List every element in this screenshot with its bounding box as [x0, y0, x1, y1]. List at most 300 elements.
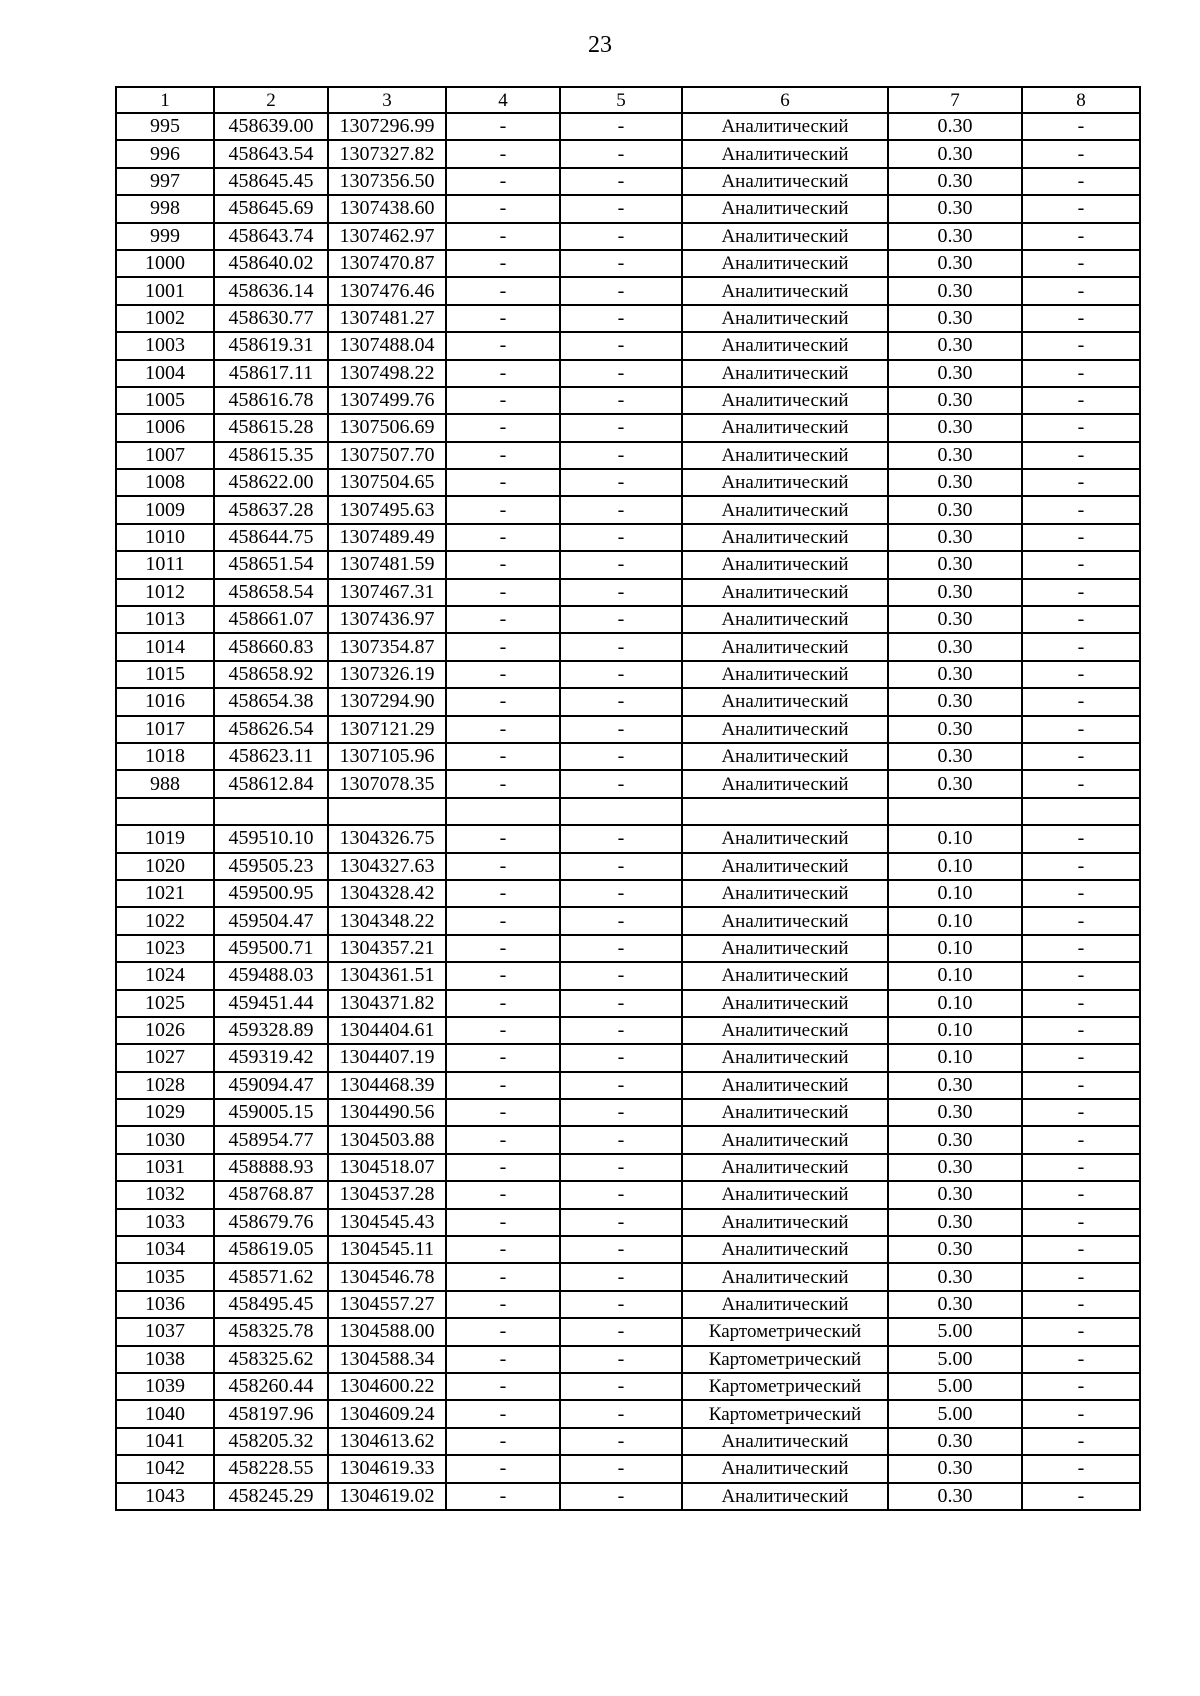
- cell-coord-y: 1304545.43: [328, 1209, 446, 1236]
- cell-coord-x: 458619.31: [214, 332, 328, 359]
- cell-point-number: 1034: [116, 1236, 214, 1263]
- cell-coord-y: 1307467.31: [328, 579, 446, 606]
- coordinates-table: [115, 86, 1141, 1511]
- cell-col-8: -: [1022, 414, 1140, 441]
- cell-col-8: -: [1022, 1044, 1140, 1071]
- cell-point-number: 1028: [116, 1072, 214, 1099]
- cell-col-5: -: [560, 606, 682, 633]
- cell-coord-x: 458639.00: [214, 113, 328, 140]
- cell-coord-x: 458651.54: [214, 551, 328, 578]
- table-row: [116, 332, 1140, 359]
- cell-accuracy: 0.30: [888, 496, 1022, 523]
- cell-col-5: -: [560, 168, 682, 195]
- cell-point-number: 997: [116, 168, 214, 195]
- cell-col-8: -: [1022, 1181, 1140, 1208]
- cell-col-4: -: [446, 1400, 560, 1427]
- cell-col-4: -: [446, 414, 560, 441]
- cell-method: [682, 798, 888, 825]
- cell-method: Аналитический: [682, 962, 888, 989]
- cell-col-5: -: [560, 469, 682, 496]
- cell-accuracy: 5.00: [888, 1400, 1022, 1427]
- cell-method: Аналитический: [682, 496, 888, 523]
- cell-method: Картометрический: [682, 1346, 888, 1373]
- cell-coord-x: 458615.35: [214, 442, 328, 469]
- cell-coord-x: 458768.87: [214, 1181, 328, 1208]
- cell-col-8: -: [1022, 633, 1140, 660]
- cell-point-number: 1025: [116, 990, 214, 1017]
- cell-col-8: -: [1022, 1318, 1140, 1345]
- table-body: [116, 113, 1140, 1510]
- cell-method: Аналитический: [682, 935, 888, 962]
- cell-point-number: 1017: [116, 716, 214, 743]
- cell-col-8: -: [1022, 1455, 1140, 1482]
- cell-coord-x: 458660.83: [214, 633, 328, 660]
- cell-accuracy: 5.00: [888, 1373, 1022, 1400]
- table-row: [116, 688, 1140, 715]
- cell-point-number: 1001: [116, 277, 214, 304]
- cell-coord-y: 1304328.42: [328, 880, 446, 907]
- column-header-8: 8: [1022, 87, 1140, 113]
- cell-col-8: -: [1022, 1373, 1140, 1400]
- table-row: [116, 1126, 1140, 1153]
- cell-accuracy: 0.30: [888, 332, 1022, 359]
- cell-col-8: -: [1022, 469, 1140, 496]
- cell-accuracy: 0.30: [888, 387, 1022, 414]
- cell-point-number: 1010: [116, 524, 214, 551]
- cell-col-5: -: [560, 688, 682, 715]
- cell-coord-x: 458623.11: [214, 743, 328, 770]
- cell-accuracy: 0.30: [888, 1181, 1022, 1208]
- cell-col-4: -: [446, 1483, 560, 1510]
- cell-point-number: 1008: [116, 469, 214, 496]
- cell-coord-y: 1307436.97: [328, 606, 446, 633]
- cell-col-4: -: [446, 360, 560, 387]
- cell-col-5: -: [560, 579, 682, 606]
- cell-coord-x: 459319.42: [214, 1044, 328, 1071]
- cell-coord-x: 458626.54: [214, 716, 328, 743]
- cell-point-number: 1006: [116, 414, 214, 441]
- cell-col-8: -: [1022, 305, 1140, 332]
- cell-point-number: 1027: [116, 1044, 214, 1071]
- cell-col-8: -: [1022, 442, 1140, 469]
- cell-method: Аналитический: [682, 277, 888, 304]
- cell-col-4: -: [446, 524, 560, 551]
- cell-method: Аналитический: [682, 140, 888, 167]
- cell-coord-y: 1307481.59: [328, 551, 446, 578]
- cell-accuracy: 0.30: [888, 1099, 1022, 1126]
- cell-method: Аналитический: [682, 1099, 888, 1126]
- cell-col-5: -: [560, 1373, 682, 1400]
- cell-coord-y: 1307294.90: [328, 688, 446, 715]
- cell-col-5: [560, 798, 682, 825]
- cell-coord-y: 1304609.24: [328, 1400, 446, 1427]
- cell-col-5: -: [560, 496, 682, 523]
- cell-accuracy: 0.30: [888, 661, 1022, 688]
- cell-col-4: -: [446, 743, 560, 770]
- cell-accuracy: 0.30: [888, 277, 1022, 304]
- cell-col-8: -: [1022, 661, 1140, 688]
- cell-method: Аналитический: [682, 825, 888, 852]
- cell-col-5: -: [560, 414, 682, 441]
- cell-col-4: -: [446, 223, 560, 250]
- cell-coord-x: 458619.05: [214, 1236, 328, 1263]
- header-row: [116, 87, 1140, 113]
- cell-col-4: -: [446, 277, 560, 304]
- cell-coord-y: 1307504.65: [328, 469, 446, 496]
- cell-col-4: -: [446, 140, 560, 167]
- cell-accuracy: 0.30: [888, 1483, 1022, 1510]
- cell-coord-y: 1304348.22: [328, 907, 446, 934]
- cell-col-8: -: [1022, 113, 1140, 140]
- cell-method: Аналитический: [682, 360, 888, 387]
- cell-col-4: -: [446, 880, 560, 907]
- cell-coord-y: 1307488.04: [328, 332, 446, 359]
- table-header: [116, 87, 1140, 113]
- cell-col-5: -: [560, 387, 682, 414]
- cell-method: Аналитический: [682, 223, 888, 250]
- cell-coord-x: 458571.62: [214, 1263, 328, 1290]
- cell-coord-y: 1304537.28: [328, 1181, 446, 1208]
- table-row: [116, 798, 1140, 825]
- cell-method: Аналитический: [682, 113, 888, 140]
- table-row: [116, 1072, 1140, 1099]
- table-row: [116, 853, 1140, 880]
- table-row: [116, 1291, 1140, 1318]
- cell-coord-x: 459500.95: [214, 880, 328, 907]
- cell-method: Аналитический: [682, 1483, 888, 1510]
- cell-point-number: 1033: [116, 1209, 214, 1236]
- cell-coord-y: 1304503.88: [328, 1126, 446, 1153]
- table-row: [116, 1346, 1140, 1373]
- cell-col-4: -: [446, 1044, 560, 1071]
- cell-method: Картометрический: [682, 1318, 888, 1345]
- cell-col-8: -: [1022, 524, 1140, 551]
- cell-point-number: 1012: [116, 579, 214, 606]
- cell-point-number: 999: [116, 223, 214, 250]
- cell-accuracy: 0.30: [888, 1291, 1022, 1318]
- column-header-4: 4: [446, 87, 560, 113]
- cell-accuracy: 0.30: [888, 551, 1022, 578]
- cell-point-number: 1022: [116, 907, 214, 934]
- cell-col-5: -: [560, 1236, 682, 1263]
- cell-coord-x: 458617.11: [214, 360, 328, 387]
- cell-accuracy: 0.30: [888, 688, 1022, 715]
- cell-method: Аналитический: [682, 770, 888, 797]
- cell-coord-y: 1304588.00: [328, 1318, 446, 1345]
- cell-coord-y: 1304613.62: [328, 1428, 446, 1455]
- cell-col-4: -: [446, 962, 560, 989]
- cell-col-4: -: [446, 332, 560, 359]
- cell-col-8: -: [1022, 496, 1140, 523]
- table-row: [116, 1400, 1140, 1427]
- cell-col-5: -: [560, 332, 682, 359]
- cell-col-8: -: [1022, 990, 1140, 1017]
- cell-method: Аналитический: [682, 1181, 888, 1208]
- cell-method: Аналитический: [682, 387, 888, 414]
- cell-coord-y: 1304326.75: [328, 825, 446, 852]
- cell-coord-x: 459505.23: [214, 853, 328, 880]
- table-row: [116, 1154, 1140, 1181]
- cell-method: Аналитический: [682, 195, 888, 222]
- cell-col-5: -: [560, 1181, 682, 1208]
- cell-point-number: 1011: [116, 551, 214, 578]
- cell-point-number: 1013: [116, 606, 214, 633]
- cell-col-5: -: [560, 962, 682, 989]
- cell-col-8: -: [1022, 1400, 1140, 1427]
- table-row: [116, 990, 1140, 1017]
- cell-accuracy: 0.30: [888, 140, 1022, 167]
- cell-col-8: -: [1022, 277, 1140, 304]
- table-row: [116, 250, 1140, 277]
- cell-method: Аналитический: [682, 716, 888, 743]
- cell-coord-y: 1304361.51: [328, 962, 446, 989]
- cell-col-5: -: [560, 1291, 682, 1318]
- cell-point-number: 1004: [116, 360, 214, 387]
- cell-point-number: 1023: [116, 935, 214, 962]
- cell-col-8: -: [1022, 853, 1140, 880]
- cell-accuracy: 0.30: [888, 305, 1022, 332]
- table-row: [116, 962, 1140, 989]
- cell-coord-x: [214, 798, 328, 825]
- cell-coord-y: 1304371.82: [328, 990, 446, 1017]
- cell-method: Аналитический: [682, 414, 888, 441]
- table-row: [116, 1373, 1140, 1400]
- cell-coord-x: 458630.77: [214, 305, 328, 332]
- cell-accuracy: 0.30: [888, 414, 1022, 441]
- cell-accuracy: 0.30: [888, 770, 1022, 797]
- cell-col-5: -: [560, 1428, 682, 1455]
- column-header-6: 6: [682, 87, 888, 113]
- cell-point-number: [116, 798, 214, 825]
- cell-point-number: 1041: [116, 1428, 214, 1455]
- cell-point-number: 988: [116, 770, 214, 797]
- cell-col-4: -: [446, 1017, 560, 1044]
- cell-method: Аналитический: [682, 442, 888, 469]
- cell-point-number: 1000: [116, 250, 214, 277]
- cell-method: Аналитический: [682, 743, 888, 770]
- cell-col-4: -: [446, 853, 560, 880]
- cell-col-8: -: [1022, 1263, 1140, 1290]
- cell-accuracy: 0.10: [888, 935, 1022, 962]
- cell-coord-y: 1304619.33: [328, 1455, 446, 1482]
- cell-coord-x: 458495.45: [214, 1291, 328, 1318]
- cell-coord-y: 1304557.27: [328, 1291, 446, 1318]
- cell-col-4: -: [446, 579, 560, 606]
- cell-coord-x: 459488.03: [214, 962, 328, 989]
- cell-accuracy: 0.10: [888, 853, 1022, 880]
- cell-coord-y: 1304545.11: [328, 1236, 446, 1263]
- cell-col-8: -: [1022, 1346, 1140, 1373]
- cell-method: Аналитический: [682, 168, 888, 195]
- cell-coord-y: 1304546.78: [328, 1263, 446, 1290]
- cell-coord-y: 1307506.69: [328, 414, 446, 441]
- cell-coord-x: 458612.84: [214, 770, 328, 797]
- cell-col-5: -: [560, 853, 682, 880]
- table-row: [116, 469, 1140, 496]
- cell-coord-x: 458645.45: [214, 168, 328, 195]
- cell-accuracy: 0.30: [888, 1209, 1022, 1236]
- cell-accuracy: 5.00: [888, 1318, 1022, 1345]
- cell-accuracy: 0.30: [888, 1236, 1022, 1263]
- cell-coord-x: 459328.89: [214, 1017, 328, 1044]
- cell-col-5: -: [560, 716, 682, 743]
- cell-point-number: 1042: [116, 1455, 214, 1482]
- cell-coord-y: 1307499.76: [328, 387, 446, 414]
- table-row: [116, 140, 1140, 167]
- cell-col-4: -: [446, 250, 560, 277]
- cell-col-8: -: [1022, 1099, 1140, 1126]
- table-row: [116, 1483, 1140, 1510]
- cell-col-5: -: [560, 1400, 682, 1427]
- cell-col-4: -: [446, 1236, 560, 1263]
- table-row: [116, 579, 1140, 606]
- cell-col-4: -: [446, 661, 560, 688]
- cell-col-4: -: [446, 770, 560, 797]
- cell-col-8: -: [1022, 168, 1140, 195]
- cell-accuracy: 0.30: [888, 1263, 1022, 1290]
- table-row: [116, 1209, 1140, 1236]
- cell-col-4: -: [446, 168, 560, 195]
- cell-coord-x: 458260.44: [214, 1373, 328, 1400]
- cell-coord-y: 1307326.19: [328, 661, 446, 688]
- cell-col-8: -: [1022, 250, 1140, 277]
- table-row: [116, 880, 1140, 907]
- cell-coord-x: 458615.28: [214, 414, 328, 441]
- cell-method: Аналитический: [682, 1455, 888, 1482]
- cell-point-number: 1037: [116, 1318, 214, 1345]
- cell-point-number: 1020: [116, 853, 214, 880]
- cell-col-5: -: [560, 1346, 682, 1373]
- table-row: [116, 935, 1140, 962]
- cell-coord-y: 1304600.22: [328, 1373, 446, 1400]
- cell-coord-x: 458954.77: [214, 1126, 328, 1153]
- cell-col-5: -: [560, 880, 682, 907]
- cell-col-5: -: [560, 1099, 682, 1126]
- column-header-5: 5: [560, 87, 682, 113]
- cell-col-8: -: [1022, 825, 1140, 852]
- cell-col-4: -: [446, 1181, 560, 1208]
- cell-method: Аналитический: [682, 579, 888, 606]
- cell-col-4: [446, 798, 560, 825]
- cell-col-5: -: [560, 277, 682, 304]
- cell-coord-y: 1307438.60: [328, 195, 446, 222]
- table-row: [116, 1099, 1140, 1126]
- cell-col-5: -: [560, 1263, 682, 1290]
- table-row: [116, 195, 1140, 222]
- cell-accuracy: 0.10: [888, 1044, 1022, 1071]
- cell-point-number: 1039: [116, 1373, 214, 1400]
- cell-col-5: -: [560, 360, 682, 387]
- table-row: [116, 606, 1140, 633]
- cell-col-4: -: [446, 469, 560, 496]
- cell-col-5: -: [560, 195, 682, 222]
- cell-accuracy: 0.30: [888, 1154, 1022, 1181]
- cell-col-4: -: [446, 907, 560, 934]
- cell-coord-x: 458645.69: [214, 195, 328, 222]
- cell-col-5: -: [560, 524, 682, 551]
- table-row: [116, 1044, 1140, 1071]
- table-row: [116, 716, 1140, 743]
- cell-point-number: 1016: [116, 688, 214, 715]
- cell-col-4: -: [446, 496, 560, 523]
- cell-accuracy: 0.30: [888, 524, 1022, 551]
- cell-col-4: -: [446, 1154, 560, 1181]
- cell-col-4: -: [446, 633, 560, 660]
- cell-col-8: -: [1022, 880, 1140, 907]
- cell-coord-y: 1307296.99: [328, 113, 446, 140]
- cell-coord-x: 458228.55: [214, 1455, 328, 1482]
- cell-coord-x: 459500.71: [214, 935, 328, 962]
- cell-accuracy: 0.30: [888, 1126, 1022, 1153]
- cell-coord-y: 1307354.87: [328, 633, 446, 660]
- cell-col-4: -: [446, 387, 560, 414]
- cell-col-5: -: [560, 1126, 682, 1153]
- cell-col-4: -: [446, 688, 560, 715]
- cell-col-4: -: [446, 305, 560, 332]
- cell-coord-x: 458658.92: [214, 661, 328, 688]
- cell-col-4: -: [446, 1263, 560, 1290]
- cell-accuracy: 0.30: [888, 113, 1022, 140]
- cell-col-8: -: [1022, 1291, 1140, 1318]
- cell-method: Аналитический: [682, 853, 888, 880]
- cell-method: Аналитический: [682, 332, 888, 359]
- table-row: [116, 743, 1140, 770]
- cell-col-5: -: [560, 1072, 682, 1099]
- table-row: [116, 1181, 1140, 1208]
- cell-col-4: -: [446, 935, 560, 962]
- cell-col-8: -: [1022, 579, 1140, 606]
- cell-coord-x: 458197.96: [214, 1400, 328, 1427]
- cell-point-number: 1015: [116, 661, 214, 688]
- cell-method: Аналитический: [682, 1044, 888, 1071]
- cell-col-5: -: [560, 935, 682, 962]
- cell-method: Аналитический: [682, 1072, 888, 1099]
- cell-coord-x: 458622.00: [214, 469, 328, 496]
- cell-point-number: 1026: [116, 1017, 214, 1044]
- cell-point-number: 1036: [116, 1291, 214, 1318]
- cell-accuracy: 0.30: [888, 250, 1022, 277]
- cell-col-5: -: [560, 1017, 682, 1044]
- cell-accuracy: 0.30: [888, 195, 1022, 222]
- column-header-3: 3: [328, 87, 446, 113]
- table-row: [116, 442, 1140, 469]
- cell-coord-x: 459094.47: [214, 1072, 328, 1099]
- cell-col-8: -: [1022, 770, 1140, 797]
- cell-col-4: -: [446, 1209, 560, 1236]
- cell-col-5: -: [560, 743, 682, 770]
- table-row: [116, 360, 1140, 387]
- cell-col-8: -: [1022, 1209, 1140, 1236]
- cell-accuracy: [888, 798, 1022, 825]
- cell-coord-y: 1304407.19: [328, 1044, 446, 1071]
- cell-col-8: -: [1022, 962, 1140, 989]
- cell-col-8: -: [1022, 360, 1140, 387]
- cell-accuracy: 0.30: [888, 633, 1022, 660]
- cell-col-5: -: [560, 442, 682, 469]
- cell-coord-y: 1307105.96: [328, 743, 446, 770]
- cell-coord-x: 458643.54: [214, 140, 328, 167]
- cell-coord-y: 1304619.02: [328, 1483, 446, 1510]
- cell-col-4: -: [446, 1291, 560, 1318]
- cell-col-4: -: [446, 606, 560, 633]
- table-row: [116, 414, 1140, 441]
- cell-col-5: -: [560, 907, 682, 934]
- cell-accuracy: 0.30: [888, 223, 1022, 250]
- cell-point-number: 995: [116, 113, 214, 140]
- cell-method: Аналитический: [682, 469, 888, 496]
- cell-accuracy: 0.30: [888, 716, 1022, 743]
- cell-method: Аналитический: [682, 633, 888, 660]
